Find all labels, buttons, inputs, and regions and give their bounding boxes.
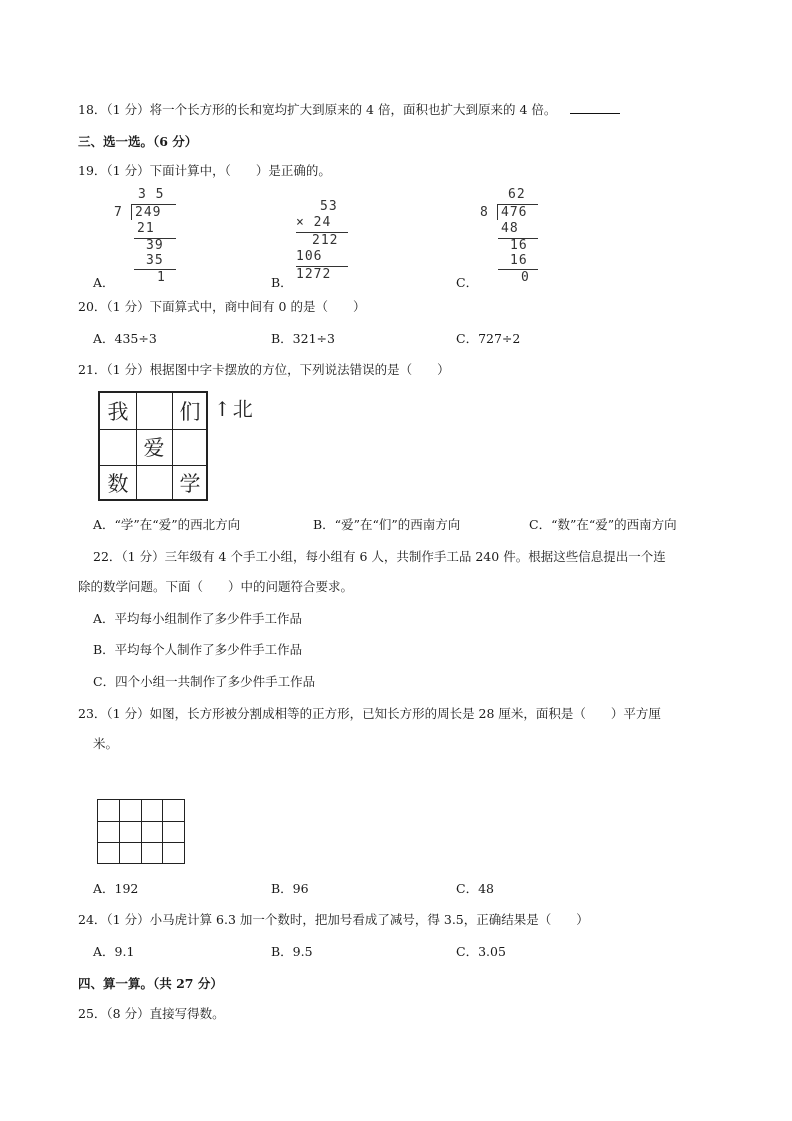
grid-line xyxy=(162,800,163,863)
question-23-line-2: 米。 xyxy=(93,736,119,751)
quotient: 62 xyxy=(508,187,526,202)
option-c[interactable]: C．“数”在“爱”的西南方向 xyxy=(529,517,677,532)
calc-figure-c xyxy=(478,187,548,287)
option-b-label[interactable]: B． xyxy=(271,275,293,290)
question-24-stem: 24．（1 分）小马虎计算 6.3 加一个数时，把加号看成了减号，得 3.5，正确结果是（ ） xyxy=(78,912,589,927)
option-c[interactable]: C．727÷2 xyxy=(456,331,521,346)
step-remainder: 16 xyxy=(510,238,528,253)
partial-product: 106 xyxy=(296,249,323,264)
card-shu: 数 xyxy=(107,472,129,496)
remainder: 1 xyxy=(157,270,166,285)
north-indicator xyxy=(214,393,253,422)
character-card-grid xyxy=(98,391,208,501)
divisor: 7 xyxy=(114,205,123,220)
step-remainder: 39 xyxy=(146,238,164,253)
multiplier: × 24 xyxy=(296,215,332,230)
multiplicand: 53 xyxy=(320,199,338,214)
section-4-title: 四、算一算。（共 27 分） xyxy=(78,976,223,991)
quotient: 3 5 xyxy=(138,187,165,202)
card-men: 们 xyxy=(179,400,201,424)
option-c[interactable]: C．四个小组一共制作了多少件手工作品 xyxy=(93,674,316,689)
option-a[interactable]: A．“学”在“爱”的西北方向 xyxy=(93,517,241,532)
step-product: 48 xyxy=(501,221,519,236)
question-18-text: 18．（1 分）将一个长方形的长和宽均扩大到原来的 4 倍，面积也扩大到原来的 4 倍。 xyxy=(78,102,557,117)
step-line xyxy=(134,269,176,270)
grid-line xyxy=(98,821,184,822)
question-18 xyxy=(78,101,620,119)
option-b[interactable]: B．321÷3 xyxy=(271,331,335,346)
option-a[interactable]: A．192 xyxy=(93,881,139,896)
option-b[interactable]: B．“爱”在“们”的西南方向 xyxy=(313,517,461,532)
option-b[interactable]: B．平均每个人制作了多少件手工作品 xyxy=(93,642,303,657)
question-21-stem: 21．（1 分）根据图中字卡摆放的方位，下列说法错误的是（ ） xyxy=(78,362,450,377)
option-b[interactable]: B．9.5 xyxy=(271,944,313,959)
remainder: 0 xyxy=(521,270,530,285)
step-product: 35 xyxy=(146,253,164,268)
divisor: 8 xyxy=(480,205,489,220)
option-a[interactable]: A．435÷3 xyxy=(93,331,157,346)
product-result: 1272 xyxy=(296,267,332,282)
dividend: 476 xyxy=(501,205,528,220)
partial-product: 212 xyxy=(312,233,339,248)
divided-rectangle-figure xyxy=(97,799,185,864)
grid-line xyxy=(119,800,120,863)
step-line xyxy=(498,269,538,270)
step-product: 16 xyxy=(510,253,528,268)
card-xue: 学 xyxy=(179,472,201,496)
card-wo: 我 xyxy=(107,400,129,424)
question-23-line-1: 23．（1 分）如图，长方形被分割成相等的正方形，已知长方形的周长是 28 厘米，面积是（ ）平方厘 xyxy=(78,706,661,721)
card-ai: 爱 xyxy=(143,436,165,460)
calc-figure-a xyxy=(112,187,182,287)
grid-line xyxy=(98,842,184,843)
question-19-stem: 19．（1 分）下面计算中，（ ）是正确的。 xyxy=(78,163,331,178)
question-22-line-1: 22．（1 分）三年级有 4 个手工小组，每小组有 6 人，共制作手工品 240 件。根据这些信息提出一个连 xyxy=(93,549,666,564)
dividend: 249 xyxy=(135,205,162,220)
option-c[interactable]: C．3.05 xyxy=(456,944,506,959)
division-bracket xyxy=(497,204,498,220)
calc-figure-b xyxy=(292,199,362,289)
north-arrow-icon: ↑ xyxy=(214,397,231,421)
question-20-stem: 20．（1 分）下面算式中，商中间有 0 的是（ ） xyxy=(78,299,366,314)
section-3-title: 三、选一选。（6 分） xyxy=(78,134,198,149)
option-c-label[interactable]: C． xyxy=(456,275,479,290)
answer-blank[interactable] xyxy=(570,101,620,114)
grid-line xyxy=(141,800,142,863)
step-product: 21 xyxy=(137,221,155,236)
north-label: 北 xyxy=(232,397,253,421)
question-22-line-2: 除的数学问题。下面（ ）中的问题符合要求。 xyxy=(78,579,354,594)
option-c[interactable]: C．48 xyxy=(456,881,494,896)
question-25-stem: 25．（8 分）直接写得数。 xyxy=(78,1006,225,1021)
option-b[interactable]: B．96 xyxy=(271,881,309,896)
option-a[interactable]: A．平均每小组制作了多少件手工作品 xyxy=(93,611,303,626)
option-a[interactable]: A．9.1 xyxy=(93,944,135,959)
option-a-label[interactable]: A． xyxy=(93,275,115,290)
division-bracket xyxy=(131,204,132,220)
